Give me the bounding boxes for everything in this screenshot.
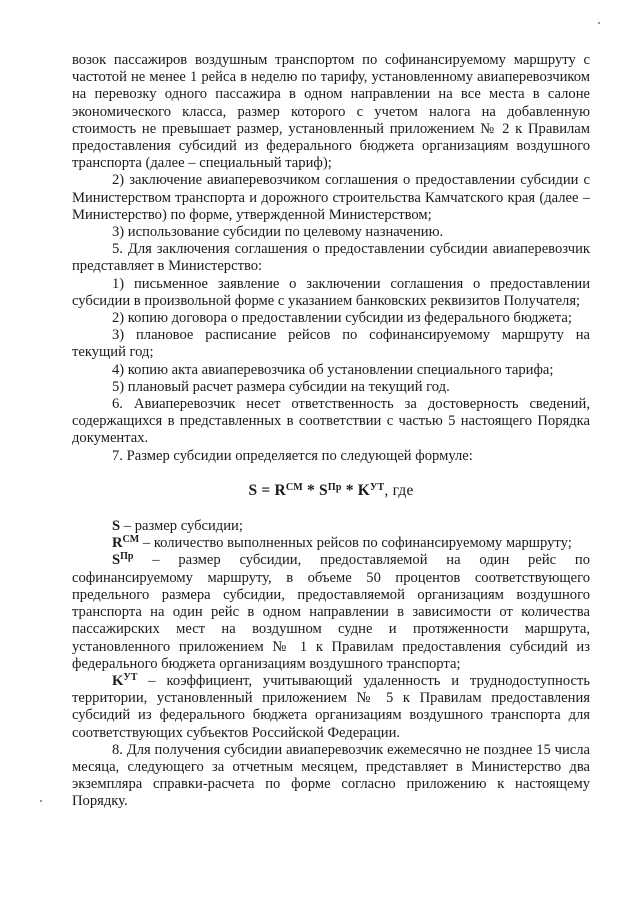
- paragraph-clause-8: 8. Для получения субсидии авиаперевозчик ежемесячно не позднее 15 числа месяца, следующего за отчетным месяцем, представляет в Министерство два экземпляра справки-расчета по форме согласно приложению к настоящему Порядку.: [72, 741, 590, 810]
- formula-op1: *: [302, 481, 320, 499]
- definition-r: [72, 535, 590, 552]
- scan-speck: [40, 800, 42, 802]
- definition-spr-sup: Пр: [120, 551, 134, 563]
- definition-r-symbol: [112, 535, 139, 551]
- list-item-planned-calculation: 5) плановый расчет размера субсидии на текущий год.: [112, 378, 450, 395]
- definition-k: [72, 673, 590, 742]
- paragraph-target-use: 3) использование субсидии по целевому назначению.: [112, 224, 444, 241]
- paragraph-clause-5: 5. Для заключения соглашения о предоставлении субсидии авиаперевозчик представляет в Министерство:: [72, 241, 590, 275]
- definition-k-sup: УТ: [123, 671, 138, 683]
- list-item-application: 1) письменное заявление о заключении соглашения о предоставлении субсидии в произвольной форме с указанием банковских реквизитов Получателя;: [72, 275, 590, 309]
- formula-op2: *: [341, 481, 358, 499]
- definition-spr-letter: S: [112, 552, 121, 569]
- definition-r-letter: R: [112, 535, 123, 552]
- paragraph-agreement-condition: 2) заключение авиаперевозчиком соглашения о предоставлении субсидии с Министерством транспорта и дорожного строительства Камчатского края (далее – Министерство) по форме, утвержденной Министерством;: [72, 172, 590, 223]
- definition-k-symbol: [112, 673, 137, 689]
- formula-r: R: [274, 481, 286, 499]
- list-item-contract-copy: 2) копию договора о предоставлении субсидии из федерального бюджета;: [112, 310, 572, 327]
- definition-r-text: – количество выполненных рейсов по софинансируемому маршруту;: [139, 535, 572, 552]
- definition-spr-symbol: [112, 552, 133, 568]
- definition-s-symbol: S: [112, 518, 121, 535]
- formula-r-sup: СМ: [285, 481, 303, 493]
- formula-equals: =: [257, 481, 275, 499]
- list-item-tariff-act: 4) копию акта авиаперевозчика об установлении специального тарифа;: [112, 361, 554, 378]
- definition-k-text: – коэффициент, учитывающий удаленность и труднодоступность территории, установленный приложением № 5 к Правилам предоставления субсидий из федерального бюджета организациям воздушного транспорта для соответствующих субъектов Российской Федерации.: [72, 672, 590, 741]
- formula-k-sup: УТ: [370, 481, 385, 493]
- definition-k-letter: K: [112, 672, 124, 689]
- paragraph-tariff-condition: возок пассажиров воздушным транспортом по софинансируемому маршруту с частотой не менее 1 рейса в неделю по тарифу, установленному авиаперевозчиком на перевозку одного пассажира в одном направлении на все места в салоне экономического класса, размер которого с учетом налога на добавленную стоимость не превышает размер, установленный приложением № 2 к Правилам предоставления субсидий из федерального бюджета организациям воздушного транспорта (далее – специальный тариф);: [72, 52, 590, 172]
- definition-r-sup: СМ: [122, 534, 140, 546]
- definition-spr-text: – размер субсидии, предоставляемой на один рейс по софинансируемому маршруту, в объеме 50 процентов соответствующего предельного размера субсидии, предоставляемой организациям воздушного транспорта на один рейс в одном направлении в зависимости от количества пассажирских мест на воздушном судне и протяженности маршрута, установленного приложением № 1 к Правилам предоставления субсидий из федерального бюджета организациям воздушного транспорта;: [72, 552, 590, 672]
- definition-spr: [72, 552, 590, 672]
- scan-speck: [598, 22, 600, 24]
- paragraph-clause-6: 6. Авиаперевозчик несет ответственность за достоверность сведений, содержащихся в представленных в соответствии с частью 5 настоящего Порядка документах.: [72, 396, 590, 447]
- formula-lhs: S: [248, 481, 258, 499]
- paragraph-clause-7: 7. Размер субсидии определяется по следующей формуле:: [112, 447, 473, 464]
- definition-s-text: – размер субсидии;: [120, 518, 243, 535]
- formula-tail: , где: [384, 481, 414, 499]
- definition-s: [72, 518, 590, 535]
- subsidy-formula: [72, 482, 590, 499]
- formula-s: S: [319, 481, 328, 499]
- formula-k: K: [357, 481, 370, 499]
- list-item-schedule: 3) плановое расписание рейсов по софинансируемому маршруту на текущий год;: [72, 327, 590, 361]
- formula-s-sup: Пр: [327, 481, 342, 493]
